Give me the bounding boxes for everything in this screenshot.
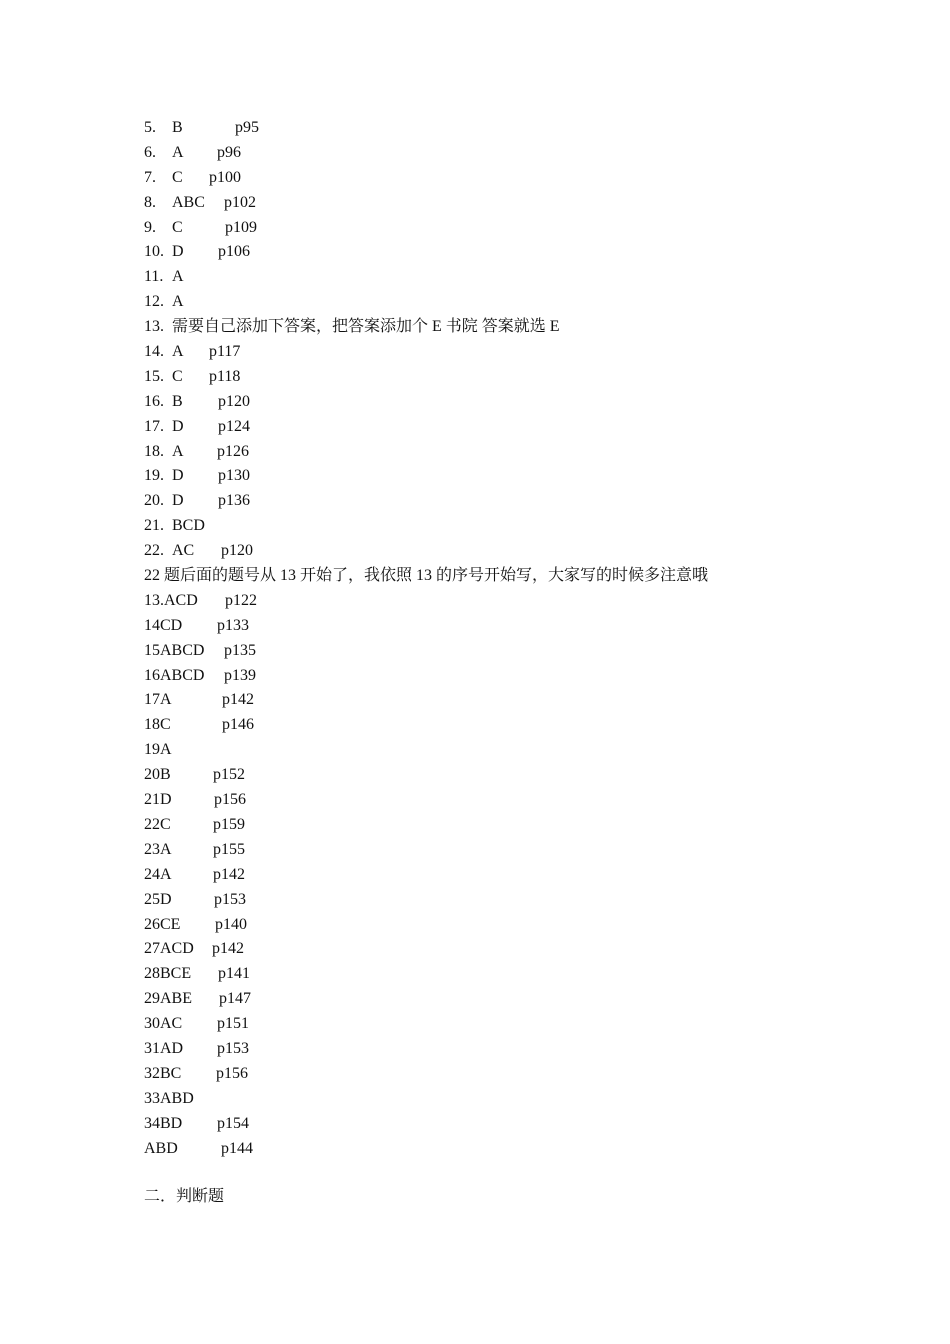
item-page-ref: p136 <box>218 492 250 510</box>
item-page-ref: p120 <box>221 542 253 560</box>
item-page-ref: p100 <box>209 168 241 186</box>
item-answer: C <box>172 367 183 385</box>
item-number: 16. <box>144 392 164 410</box>
item-page-ref: p153 <box>214 890 246 908</box>
item-page-ref: p156 <box>216 1064 248 1082</box>
list-item <box>144 688 904 713</box>
item-page-ref: p146 <box>222 716 254 734</box>
list-item <box>144 987 904 1012</box>
item-answer: C <box>172 168 183 186</box>
list-item <box>144 813 904 838</box>
item-page-ref: p95 <box>235 119 259 136</box>
item-answer: 30AC <box>144 1015 183 1033</box>
item-page-ref: p152 <box>213 766 245 784</box>
list-item <box>144 962 904 987</box>
item-answer: 17A <box>144 691 172 709</box>
item-answer: 32BC <box>144 1064 182 1082</box>
item-answer: 28BCE <box>144 965 192 983</box>
item-number: 12. <box>144 293 164 311</box>
item-answer: B <box>172 392 183 410</box>
item-answer: 22C <box>144 815 171 833</box>
item-answer: 33ABD <box>144 1089 194 1107</box>
item-page-ref: p159 <box>213 815 245 833</box>
list-item <box>144 1012 904 1037</box>
item-page-ref: p139 <box>224 666 256 684</box>
item-number: 10. <box>144 243 164 261</box>
list-item <box>144 639 904 664</box>
item-page-ref: p102 <box>224 193 256 211</box>
list-item <box>144 589 904 614</box>
item-number: 9. <box>144 218 156 236</box>
list-item <box>144 514 904 539</box>
item-page-ref: p141 <box>218 965 250 983</box>
list-item <box>144 539 904 564</box>
item-answer: 26CE <box>144 915 181 933</box>
item-answer: 25D <box>144 890 172 908</box>
item-page-ref: p122 <box>225 591 257 609</box>
item-answer: 29ABE <box>144 990 192 1008</box>
item-page-ref: p144 <box>221 1139 253 1157</box>
list-item <box>144 838 904 863</box>
list-item <box>144 440 904 465</box>
item-answer: 14CD <box>144 616 183 634</box>
list-item <box>144 415 904 440</box>
item-answer: C <box>172 218 183 236</box>
item-page-ref: p126 <box>217 442 249 460</box>
item-number: 17. <box>144 417 164 435</box>
item-answer: 20B <box>144 766 171 784</box>
list-item <box>144 340 904 365</box>
item-answer: AC <box>172 542 195 560</box>
item-answer: 15ABCD <box>144 641 205 659</box>
note-line <box>144 564 904 589</box>
item-answer: 31AD <box>144 1039 184 1057</box>
item-answer: 18C <box>144 716 171 734</box>
item-answer: B <box>172 119 183 136</box>
item-answer: A <box>172 293 184 311</box>
item-page-ref: p120 <box>218 392 250 410</box>
list-item <box>144 614 904 639</box>
item-answer: A <box>172 343 184 361</box>
item-page-ref: p96 <box>217 143 241 161</box>
item-page-ref: p142 <box>222 691 254 709</box>
item-page-ref: p153 <box>217 1039 249 1057</box>
list-item <box>144 913 904 938</box>
list-item <box>144 464 904 489</box>
item-answer: ABD <box>144 1139 178 1157</box>
answer-list <box>144 116 904 1161</box>
item-number: 15. <box>144 367 164 385</box>
item-answer: 13.ACD <box>144 591 198 609</box>
item-page-ref: p142 <box>212 940 244 958</box>
list-item <box>144 1112 904 1137</box>
item-page-ref: p151 <box>217 1015 249 1033</box>
note-text: 22 题后面的题号从 13 开始了，我依照 13 的序号开始写，大家写的时候多注意哦 <box>144 567 709 585</box>
renumbered-answer-list <box>144 589 904 1161</box>
item-answer: ABC <box>172 193 205 211</box>
list-item <box>144 1062 904 1087</box>
list-item <box>144 1037 904 1062</box>
item-answer: D <box>172 492 184 510</box>
item-answer: 27ACD <box>144 940 194 958</box>
item-page-ref: p118 <box>209 367 241 385</box>
item-answer: 21D <box>144 791 172 809</box>
item-page-ref: p133 <box>217 616 249 634</box>
list-item <box>144 365 904 390</box>
list-item <box>144 141 904 166</box>
list-item <box>144 116 904 141</box>
list-item <box>144 489 904 514</box>
item-page-ref: p109 <box>225 218 257 236</box>
item-answer: A <box>172 143 184 161</box>
item-answer: D <box>172 467 184 485</box>
item-page-ref: p117 <box>209 343 241 361</box>
item-answer: 34BD <box>144 1114 183 1132</box>
item-number: 8. <box>144 193 156 211</box>
item-number: 20. <box>144 492 164 510</box>
list-item <box>144 1137 904 1162</box>
section-heading: 二．判断题 <box>144 1188 225 1205</box>
list-item <box>144 788 904 813</box>
list-item <box>144 390 904 415</box>
list-item <box>144 265 904 290</box>
item-page-ref: p142 <box>213 865 245 883</box>
item-answer: A <box>172 442 184 460</box>
list-item <box>144 240 904 265</box>
item-answer: D <box>172 417 184 435</box>
item-answer: 24A <box>144 865 172 883</box>
item-page-ref: p135 <box>224 641 256 659</box>
list-item <box>144 216 904 241</box>
item-page-ref: p106 <box>218 243 250 261</box>
item-page-ref: p140 <box>215 915 247 933</box>
item-number: 6. <box>144 143 156 161</box>
item-page-ref: p124 <box>218 417 250 435</box>
list-item <box>144 191 904 216</box>
item-answer: BCD <box>172 517 205 535</box>
item-page-ref: p130 <box>218 467 250 485</box>
list-item <box>144 937 904 962</box>
item-answer: 19A <box>144 741 172 759</box>
item-number: 18. <box>144 442 164 460</box>
item-number: 21. <box>144 517 164 535</box>
list-item <box>144 863 904 888</box>
item-number: 11. <box>144 268 164 286</box>
item-page-ref: p147 <box>219 990 251 1008</box>
item-number: 13. <box>144 318 164 336</box>
list-item <box>144 315 904 340</box>
item-page-ref: p156 <box>214 791 246 809</box>
item-page-ref: p155 <box>213 840 245 858</box>
list-item <box>144 664 904 689</box>
list-item <box>144 290 904 315</box>
item-number: 5. <box>144 119 156 136</box>
list-item <box>144 888 904 913</box>
item-answer: 16ABCD <box>144 666 205 684</box>
list-item <box>144 713 904 738</box>
item-answer: A <box>172 268 184 286</box>
item-page-ref: p154 <box>217 1114 249 1132</box>
list-item <box>144 738 904 763</box>
item-number: 22. <box>144 542 164 560</box>
list-item <box>144 1087 904 1112</box>
list-item <box>144 763 904 788</box>
item-answer: D <box>172 243 184 261</box>
numbered-answer-list <box>144 116 904 564</box>
item-number: 14. <box>144 343 164 361</box>
item-answer: 23A <box>144 840 172 858</box>
list-item <box>144 166 904 191</box>
item-number: 7. <box>144 168 156 186</box>
item-number: 19. <box>144 467 164 485</box>
item-answer: 需要自己添加下答案，把答案添加个 E 书院 答案就选 E <box>172 318 560 336</box>
